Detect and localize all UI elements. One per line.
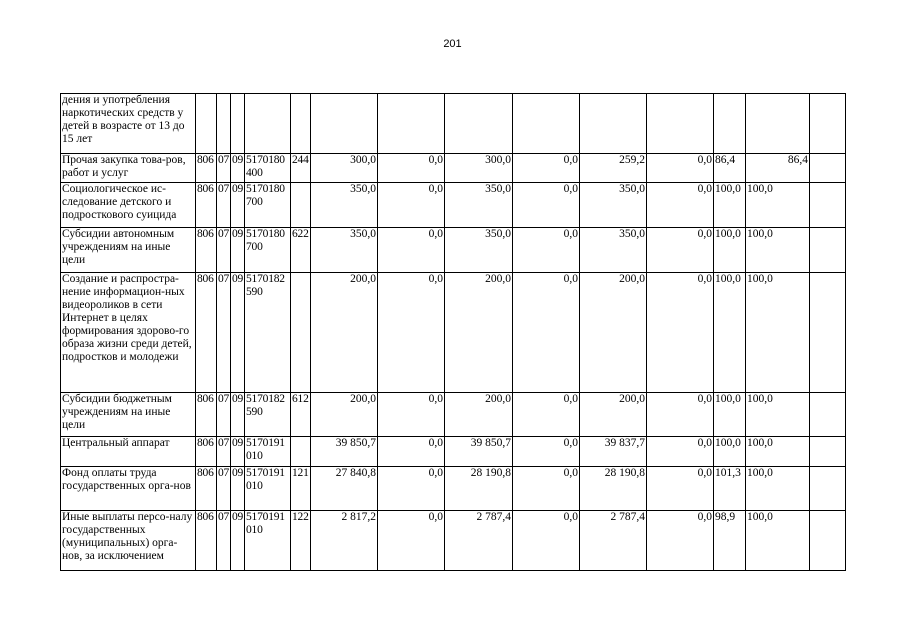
empty-cell — [810, 228, 846, 273]
percent-revised: 100,0 — [746, 228, 810, 273]
row-name: Создание и распростра-нение информацион-ных видеороликов в сети Интернет в целях формирования здорово-го образа жизни среди детей, подростков и молодежи — [61, 273, 196, 393]
value-revised: 200,0 — [445, 393, 513, 437]
value-executed-change: 0,0 — [647, 467, 714, 511]
value-executed — [580, 94, 647, 154]
empty-cell — [810, 511, 846, 571]
percent-approved: 86,4 — [714, 154, 746, 183]
value-executed-change — [647, 94, 714, 154]
code-expense-type: 121 — [291, 467, 311, 511]
value-approved: 350,0 — [311, 228, 378, 273]
percent-approved: 100,0 — [714, 183, 746, 228]
code-expense-type: 622 — [291, 228, 311, 273]
value-revised-change: 0,0 — [513, 511, 580, 571]
value-revised-change: 0,0 — [513, 437, 580, 467]
code-subsection: 09 — [231, 437, 245, 467]
code-expense-type — [291, 273, 311, 393]
empty-cell — [810, 183, 846, 228]
percent-approved: 100,0 — [714, 393, 746, 437]
percent-revised: 100,0 — [746, 393, 810, 437]
percent-revised: 86,4 — [746, 154, 810, 183]
row-name: Фонд оплаты труда государственных орга-нов — [61, 467, 196, 511]
value-approved-change: 0,0 — [378, 273, 445, 393]
value-revised: 2 787,4 — [445, 511, 513, 571]
value-executed: 350,0 — [580, 183, 647, 228]
value-revised-change — [513, 94, 580, 154]
code-subsection: 09 — [231, 393, 245, 437]
table-row — [61, 393, 846, 437]
code-expense-type: 122 — [291, 511, 311, 571]
code-subsection: 09 — [231, 183, 245, 228]
empty-cell — [810, 437, 846, 467]
value-approved — [311, 94, 378, 154]
percent-revised: 100,0 — [746, 467, 810, 511]
value-executed: 2 787,4 — [580, 511, 647, 571]
code-section — [217, 94, 231, 154]
value-approved: 2 817,2 — [311, 511, 378, 571]
code-admin: 806 — [196, 228, 217, 273]
value-revised: 28 190,8 — [445, 467, 513, 511]
code-admin: 806 — [196, 437, 217, 467]
value-executed-change: 0,0 — [647, 183, 714, 228]
value-revised-change: 0,0 — [513, 467, 580, 511]
percent-revised: 100,0 — [746, 437, 810, 467]
value-approved: 27 840,8 — [311, 467, 378, 511]
percent-approved: 100,0 — [714, 437, 746, 467]
row-name: Прочая закупка това-ров, работ и услуг — [61, 154, 196, 183]
value-executed: 28 190,8 — [580, 467, 647, 511]
value-executed: 200,0 — [580, 273, 647, 393]
code-expense-type — [291, 183, 311, 228]
value-revised: 39 850,7 — [445, 437, 513, 467]
percent-revised: 100,0 — [746, 183, 810, 228]
percent-approved: 98,9 — [714, 511, 746, 571]
value-approved-change: 0,0 — [378, 183, 445, 228]
code-target — [245, 94, 291, 154]
code-target: 5170191 010 — [245, 511, 291, 571]
value-revised: 350,0 — [445, 228, 513, 273]
page-number: 201 — [443, 38, 462, 50]
code-admin: 806 — [196, 393, 217, 437]
code-section: 07 — [217, 437, 231, 467]
value-executed-change: 0,0 — [647, 393, 714, 437]
value-executed: 200,0 — [580, 393, 647, 437]
value-executed-change: 0,0 — [647, 511, 714, 571]
table-row — [61, 228, 846, 273]
value-revised-change: 0,0 — [513, 228, 580, 273]
empty-cell — [810, 393, 846, 437]
value-approved: 350,0 — [311, 183, 378, 228]
table-row — [61, 183, 846, 228]
code-target: 5170182 590 — [245, 273, 291, 393]
value-revised: 300,0 — [445, 154, 513, 183]
percent-approved: 101,3 — [714, 467, 746, 511]
value-approved-change: 0,0 — [378, 437, 445, 467]
value-approved-change: 0,0 — [378, 393, 445, 437]
value-executed: 259,2 — [580, 154, 647, 183]
row-name: Субсидии бюджетным учреждениям на иные цели — [61, 393, 196, 437]
code-target: 5170191 010 — [245, 437, 291, 467]
code-section: 07 — [217, 467, 231, 511]
value-revised: 350,0 — [445, 183, 513, 228]
value-executed-change: 0,0 — [647, 273, 714, 393]
code-section: 07 — [217, 393, 231, 437]
code-subsection: 09 — [231, 467, 245, 511]
code-section: 07 — [217, 183, 231, 228]
empty-cell — [810, 467, 846, 511]
code-admin: 806 — [196, 273, 217, 393]
value-approved: 200,0 — [311, 393, 378, 437]
code-target: 5170180 700 — [245, 228, 291, 273]
code-expense-type: 612 — [291, 393, 311, 437]
table-row — [61, 273, 846, 393]
value-executed-change: 0,0 — [647, 437, 714, 467]
code-subsection: 09 — [231, 154, 245, 183]
value-executed-change: 0,0 — [647, 228, 714, 273]
value-executed: 350,0 — [580, 228, 647, 273]
code-section: 07 — [217, 154, 231, 183]
code-subsection — [231, 94, 245, 154]
value-approved-change: 0,0 — [378, 467, 445, 511]
value-approved-change — [378, 94, 445, 154]
row-name: Социологическое ис-следование детского и подросткового суицида — [61, 183, 196, 228]
percent-revised — [746, 94, 810, 154]
code-section: 07 — [217, 511, 231, 571]
value-approved: 39 850,7 — [311, 437, 378, 467]
value-revised-change: 0,0 — [513, 154, 580, 183]
code-target: 5170180 400 — [245, 154, 291, 183]
code-expense-type: 244 — [291, 154, 311, 183]
code-admin: 806 — [196, 467, 217, 511]
code-admin: 806 — [196, 183, 217, 228]
code-section: 07 — [217, 228, 231, 273]
table-row — [61, 511, 846, 571]
code-target: 5170180 700 — [245, 183, 291, 228]
budget-table — [60, 93, 846, 571]
code-target: 5170182 590 — [245, 393, 291, 437]
code-subsection: 09 — [231, 228, 245, 273]
percent-approved: 100,0 — [714, 228, 746, 273]
percent-approved: 100,0 — [714, 273, 746, 393]
value-revised-change: 0,0 — [513, 183, 580, 228]
value-approved: 200,0 — [311, 273, 378, 393]
percent-revised: 100,0 — [746, 511, 810, 571]
row-name: Субсидии автономным учреждениям на иные цели — [61, 228, 196, 273]
table-row — [61, 467, 846, 511]
table-row — [61, 154, 846, 183]
table-row — [61, 437, 846, 467]
value-approved-change: 0,0 — [378, 228, 445, 273]
code-admin — [196, 94, 217, 154]
empty-cell — [810, 154, 846, 183]
empty-cell — [810, 94, 846, 154]
code-target: 5170191 010 — [245, 467, 291, 511]
code-subsection: 09 — [231, 511, 245, 571]
value-revised-change: 0,0 — [513, 273, 580, 393]
value-approved: 300,0 — [311, 154, 378, 183]
value-revised-change: 0,0 — [513, 393, 580, 437]
code-admin: 806 — [196, 154, 217, 183]
value-revised: 200,0 — [445, 273, 513, 393]
percent-revised: 100,0 — [746, 273, 810, 393]
value-executed: 39 837,7 — [580, 437, 647, 467]
empty-cell — [810, 273, 846, 393]
row-name: дения и употребления наркотических средств у детей в возрасте от 13 до 15 лет — [61, 94, 196, 154]
value-approved-change: 0,0 — [378, 154, 445, 183]
value-approved-change: 0,0 — [378, 511, 445, 571]
code-subsection: 09 — [231, 273, 245, 393]
row-name: Центральный аппарат — [61, 437, 196, 467]
row-name: Иные выплаты персо-налу государственных (муниципальных) орга-нов, за исключением — [61, 511, 196, 571]
value-executed-change: 0,0 — [647, 154, 714, 183]
code-admin: 806 — [196, 511, 217, 571]
code-section: 07 — [217, 273, 231, 393]
percent-approved — [714, 94, 746, 154]
code-expense-type — [291, 94, 311, 154]
table-row — [61, 94, 846, 154]
value-revised — [445, 94, 513, 154]
code-expense-type — [291, 437, 311, 467]
